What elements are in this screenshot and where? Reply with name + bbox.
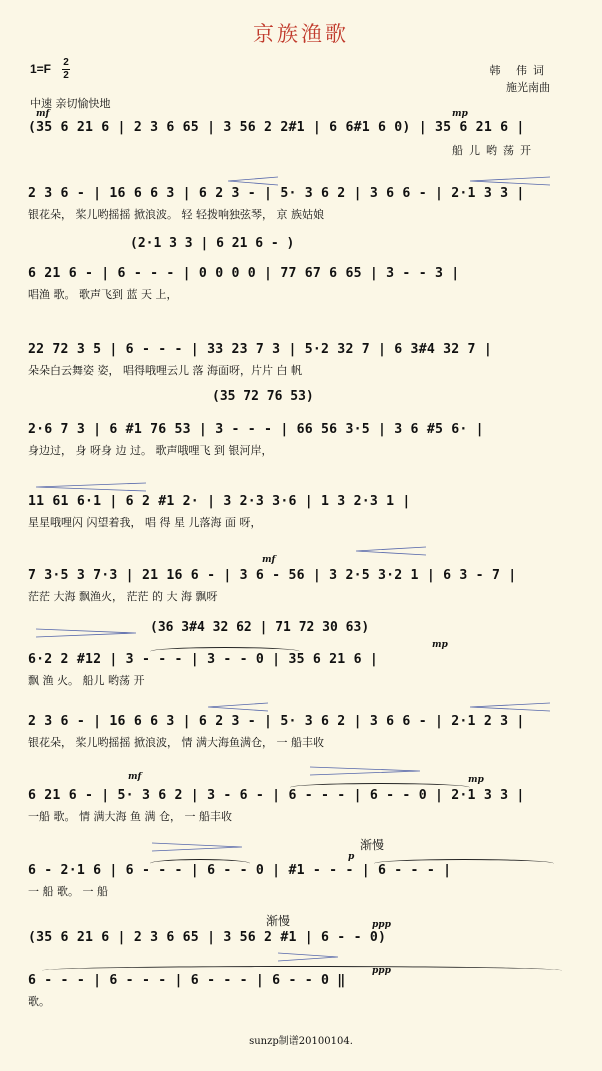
transcriber-footer: sunzp制谱20100104. — [249, 1036, 353, 1047]
lyrics-line: 星星哦哩闪 闪望着我， 唱 得 星 儿落海 面 呀， — [28, 516, 262, 529]
decrescendo-hairpin — [278, 952, 338, 962]
lyrics-line: 唱渔 歌。 歌声飞到 蓝 天 上， — [28, 288, 178, 301]
tie-arc — [150, 859, 250, 868]
lyrics-line: 飘 渔 火。 船儿 哟荡 开 — [28, 674, 145, 687]
decrescendo-hairpin — [152, 842, 242, 852]
lyrics-line: 身边过， 身 呀身 边 过。 歌声哦哩飞 到 银河岸， — [28, 444, 273, 457]
notation-line: 2·6 7 3 | 6 #1 76 53 | 3 - - - | 66 56 3·5 | 3 6 #5 6· | — [28, 422, 484, 437]
tie-arc — [290, 783, 470, 792]
notation-line: 22 72 3 5 | 6 - - - | 33 23 7 3 | 5·2 32 7 | 6 3#4 32 7 | — [28, 342, 492, 357]
tempo-marking: 中速 亲切愉快地 — [30, 97, 111, 110]
notation-line: 7 3·5 3 7·3 | 21 16 6 - | 3 6 - 56 | 3 2·5 3·2 1 | 6 3 - 7 | — [28, 568, 517, 583]
tie-arc — [150, 647, 300, 656]
intro-phrase: (36 3#4 32 62 | 71 72 30 63) — [150, 620, 370, 635]
crescendo-hairpin — [36, 482, 146, 492]
decrescendo-hairpin — [36, 628, 136, 638]
ritardando-mark: 渐慢 — [360, 838, 385, 852]
lyrics-line: 银花朵， 桨儿哟摇摇 掀浪波， 情 满大海鱼满仓， 一 船丰收 — [28, 736, 324, 749]
lyrics-line: 一 船 歌。 一 船 — [28, 885, 108, 898]
lyrics-line: 银花朵， 桨儿哟摇摇 掀浪波。 轻 轻拨响独弦琴， 京 族姑娘 — [28, 208, 324, 221]
notation-line: 2 3 6 - | 16 6 6 3 | 6 2 3 - | 5· 3 6 2 | 3 6 6 - | 2·1 2 3 | — [28, 714, 525, 729]
composer-credit: 施光南曲 — [506, 81, 550, 94]
dynamic-mf: mf — [262, 555, 276, 565]
lyrics-line: 茫茫 大海 飘渔火， 茫茫 的 大 海 飘呀 — [28, 590, 218, 603]
dynamic-ppp: ppp — [372, 920, 391, 930]
notation-line: 6 21 6 - | 5· 3 6 2 | 3 - 6 - | 6 - - - | 6 - - 0 | 2·1 3 3 | — [28, 788, 525, 803]
dynamic-mf: mf — [36, 109, 50, 119]
notation-line: 6 21 6 - | 6 - - - | 0 0 0 0 | 77 67 6 65 | 3 - - 3 | — [28, 266, 460, 281]
time-signature — [62, 58, 70, 81]
ritardando-mark: 渐慢 — [266, 914, 291, 928]
dynamic-p: p — [348, 852, 355, 862]
notation-line: (35 6 21 6 | 2 3 6 65 | 3 56 2 2#1 | 6 6#1 6 0) | 35 6 21 6 | — [28, 120, 525, 135]
crescendo-hairpin — [228, 176, 278, 186]
notation-line: 6·2 2 #12 | 3 - - - | 3 - - 0 | 35 6 21 6 | — [28, 652, 379, 667]
dynamic-mp: mp — [452, 109, 468, 119]
key-signature: 1=F — [30, 62, 52, 76]
intro-phrase: (2·1 3 3 | 6 21 6 - ) — [130, 236, 295, 251]
notation-line: 2 3 6 - | 16 6 6 3 | 6 2 3 - | 5· 3 6 2 | 3 6 6 - | 2·1 3 3 | — [28, 186, 525, 201]
crescendo-hairpin — [208, 702, 268, 712]
notation-line: (35 6 21 6 | 2 3 6 65 | 3 56 2 #1 | 6 - - 0) — [28, 930, 387, 945]
intro-phrase: (35 72 76 53) — [212, 389, 314, 404]
notation-line: 6 - - - | 6 - - - | 6 - - - | 6 - - 0 ‖ — [28, 973, 346, 988]
decrescendo-hairpin — [310, 766, 420, 776]
lyricist-credit: 韩 伟词 — [489, 64, 550, 77]
lyrics-line: 朵朵白云舞姿 姿， 唱得哦哩云儿 落 海面呀，片片 白 帆 — [28, 364, 302, 377]
tie-arc — [374, 859, 554, 868]
tie-arc — [42, 966, 562, 975]
lyrics-line: 歌。 — [28, 995, 50, 1008]
crescendo-hairpin — [470, 702, 550, 712]
lyrics-line: 一船 歌。 情 满大海 鱼 满 仓， 一 船丰收 — [28, 810, 232, 823]
lyrics-line: 船儿哟荡开 — [452, 144, 537, 157]
song-title: 京族渔歌 — [253, 22, 349, 46]
dynamic-mf: mf — [128, 772, 142, 782]
meter-bottom: 2 — [63, 70, 69, 81]
dynamic-mp: mp — [468, 775, 484, 785]
notation-line: 11 61 6·1 | 6 2 #1 2· | 3 2·3 3·6 | 1 3 2·3 1 | — [28, 494, 411, 509]
crescendo-hairpin — [470, 176, 550, 186]
meter-top: 2 — [63, 57, 69, 68]
dynamic-mp: mp — [432, 640, 448, 650]
notation-line: 6 - 2·1 6 | 6 - - - | 6 - - 0 | #1 - - - | 6 - - - | — [28, 863, 452, 878]
crescendo-hairpin — [356, 546, 426, 556]
dynamic-ppp: ppp — [372, 966, 391, 976]
